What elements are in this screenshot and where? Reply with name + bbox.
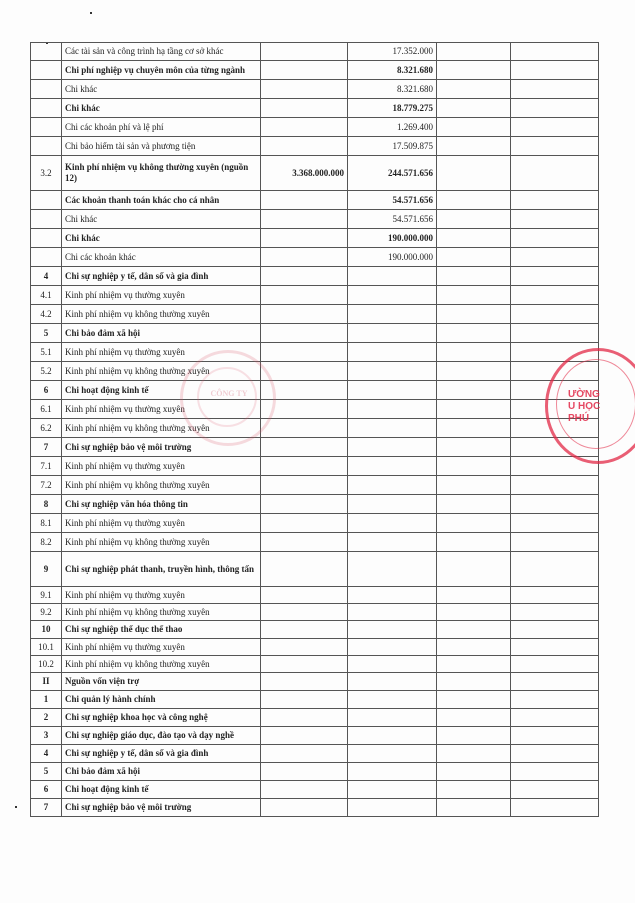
table-row bbox=[31, 533, 599, 552]
table-row bbox=[31, 43, 599, 61]
row-number: 3 bbox=[31, 727, 62, 745]
row-number: 6 bbox=[31, 781, 62, 799]
row-estimate-value bbox=[261, 400, 348, 419]
row-number: 5.2 bbox=[31, 362, 62, 381]
row-item-name: Kinh phí nhiệm vụ thường xuyên bbox=[62, 639, 261, 656]
row-number: 8 bbox=[31, 495, 62, 514]
row-number: 10 bbox=[31, 621, 62, 639]
row-number bbox=[31, 61, 62, 80]
row-item-name: Chi khác bbox=[62, 80, 261, 99]
table-row bbox=[31, 495, 599, 514]
row-item-name: Kinh phí nhiệm vụ không thường xuyên bbox=[62, 604, 261, 621]
table-row bbox=[31, 191, 599, 210]
row-item-name: Kinh phí nhiệm vụ không thường xuyên bbox=[62, 362, 261, 381]
row-actual-value: 54.571.656 bbox=[348, 191, 437, 210]
row-estimate-value bbox=[261, 381, 348, 400]
scan-mark bbox=[90, 12, 92, 14]
row-item-name: Các tài sản và công trình hạ tầng cơ sở khác bbox=[62, 43, 261, 61]
row-empty-cell bbox=[437, 248, 511, 267]
row-empty-cell bbox=[511, 229, 599, 248]
row-empty-cell bbox=[437, 191, 511, 210]
table-row bbox=[31, 763, 599, 781]
row-empty-cell bbox=[437, 604, 511, 621]
row-actual-value bbox=[348, 745, 437, 763]
row-actual-value bbox=[348, 457, 437, 476]
row-empty-cell bbox=[437, 80, 511, 99]
table-row bbox=[31, 80, 599, 99]
row-empty-cell bbox=[437, 709, 511, 727]
row-item-name: Kinh phí nhiệm vụ thường xuyên bbox=[62, 343, 261, 362]
row-empty-cell bbox=[437, 156, 511, 191]
row-empty-cell bbox=[437, 400, 511, 419]
row-number: 7 bbox=[31, 438, 62, 457]
row-item-name: Kinh phí nhiệm vụ thường xuyên bbox=[62, 587, 261, 604]
row-empty-cell bbox=[511, 457, 599, 476]
row-empty-cell bbox=[511, 80, 599, 99]
table-row bbox=[31, 156, 599, 191]
table-row bbox=[31, 305, 599, 324]
table-row bbox=[31, 799, 599, 817]
row-estimate-value bbox=[261, 476, 348, 495]
row-empty-cell bbox=[511, 438, 599, 457]
row-number: 8.2 bbox=[31, 533, 62, 552]
row-estimate-value bbox=[261, 324, 348, 343]
row-estimate-value bbox=[261, 639, 348, 656]
row-actual-value bbox=[348, 727, 437, 745]
row-empty-cell bbox=[511, 476, 599, 495]
row-estimate-value bbox=[261, 80, 348, 99]
row-item-name: Kinh phí nhiệm vụ thường xuyên bbox=[62, 400, 261, 419]
table-row bbox=[31, 137, 599, 156]
row-estimate-value bbox=[261, 656, 348, 673]
row-estimate-value bbox=[261, 745, 348, 763]
row-estimate-value bbox=[261, 343, 348, 362]
row-empty-cell bbox=[437, 419, 511, 438]
row-actual-value bbox=[348, 533, 437, 552]
row-estimate-value bbox=[261, 781, 348, 799]
row-number: 4.2 bbox=[31, 305, 62, 324]
row-item-name: Chi phí nghiệp vụ chuyên môn của từng ngành bbox=[62, 61, 261, 80]
row-empty-cell bbox=[511, 781, 599, 799]
row-actual-value: 8.321.680 bbox=[348, 80, 437, 99]
row-actual-value bbox=[348, 514, 437, 533]
row-item-name: Chi sự nghiệp thể dục thể thao bbox=[62, 621, 261, 639]
row-empty-cell bbox=[437, 438, 511, 457]
red-seal-line-3: PHÚ bbox=[568, 413, 590, 424]
row-empty-cell bbox=[511, 210, 599, 229]
row-item-name: Chi các khoản phí và lệ phí bbox=[62, 118, 261, 137]
row-item-name: Kinh phí nhiệm vụ thường xuyên bbox=[62, 514, 261, 533]
row-number: 6 bbox=[31, 381, 62, 400]
table-row bbox=[31, 621, 599, 639]
row-estimate-value bbox=[261, 691, 348, 709]
row-estimate-value bbox=[261, 495, 348, 514]
row-item-name: Nguồn vốn viện trợ bbox=[62, 673, 261, 691]
row-empty-cell bbox=[437, 587, 511, 604]
row-estimate-value bbox=[261, 673, 348, 691]
row-empty-cell bbox=[511, 745, 599, 763]
row-actual-value bbox=[348, 799, 437, 817]
row-empty-cell bbox=[437, 476, 511, 495]
row-empty-cell bbox=[511, 552, 599, 587]
row-empty-cell bbox=[437, 799, 511, 817]
row-actual-value: 244.571.656 bbox=[348, 156, 437, 191]
table-row bbox=[31, 457, 599, 476]
row-empty-cell bbox=[437, 495, 511, 514]
row-number: 9 bbox=[31, 552, 62, 587]
row-empty-cell bbox=[437, 343, 511, 362]
row-empty-cell bbox=[511, 137, 599, 156]
table-row bbox=[31, 419, 599, 438]
budget-table bbox=[30, 42, 599, 817]
table-row bbox=[31, 604, 599, 621]
row-actual-value bbox=[348, 286, 437, 305]
row-empty-cell bbox=[511, 99, 599, 118]
table-row bbox=[31, 400, 599, 419]
table-row bbox=[31, 656, 599, 673]
row-number: 4 bbox=[31, 267, 62, 286]
row-number: 6.2 bbox=[31, 419, 62, 438]
row-number: 7.1 bbox=[31, 457, 62, 476]
table-row bbox=[31, 229, 599, 248]
row-number: 8.1 bbox=[31, 514, 62, 533]
row-empty-cell bbox=[437, 552, 511, 587]
row-number bbox=[31, 43, 62, 61]
row-actual-value bbox=[348, 552, 437, 587]
row-estimate-value bbox=[261, 438, 348, 457]
row-empty-cell bbox=[511, 286, 599, 305]
row-empty-cell bbox=[437, 324, 511, 343]
row-item-name: Chi bảo đảm xã hội bbox=[62, 763, 261, 781]
row-item-name: Kinh phí nhiệm vụ không thường xuyên bbox=[62, 533, 261, 552]
row-empty-cell bbox=[437, 745, 511, 763]
table-row bbox=[31, 781, 599, 799]
row-item-name: Kinh phí nhiệm vụ không thường xuyên (nguồn 12) bbox=[62, 156, 261, 191]
row-estimate-value bbox=[261, 43, 348, 61]
row-empty-cell bbox=[437, 727, 511, 745]
table-row bbox=[31, 362, 599, 381]
row-number: 2 bbox=[31, 709, 62, 727]
row-item-name: Chi sự nghiệp giáo dục, đào tạo và dạy nghề bbox=[62, 727, 261, 745]
table-row bbox=[31, 691, 599, 709]
scan-mark bbox=[15, 806, 17, 808]
row-item-name: Kinh phí nhiệm vụ thường xuyên bbox=[62, 286, 261, 305]
row-estimate-value bbox=[261, 604, 348, 621]
table-row bbox=[31, 324, 599, 343]
table-row bbox=[31, 343, 599, 362]
row-estimate-value: 3.368.000.000 bbox=[261, 156, 348, 191]
row-number bbox=[31, 80, 62, 99]
table-row bbox=[31, 514, 599, 533]
row-actual-value: 8.321.680 bbox=[348, 61, 437, 80]
row-number: 3.2 bbox=[31, 156, 62, 191]
table-row bbox=[31, 61, 599, 80]
row-item-name: Chi sự nghiệp bảo vệ môi trường bbox=[62, 438, 261, 457]
row-empty-cell bbox=[511, 656, 599, 673]
row-number bbox=[31, 229, 62, 248]
row-empty-cell bbox=[437, 61, 511, 80]
row-empty-cell bbox=[511, 587, 599, 604]
row-empty-cell bbox=[511, 419, 599, 438]
row-empty-cell bbox=[437, 381, 511, 400]
row-actual-value bbox=[348, 691, 437, 709]
row-empty-cell bbox=[437, 763, 511, 781]
table-row bbox=[31, 118, 599, 137]
row-empty-cell bbox=[437, 118, 511, 137]
row-number bbox=[31, 99, 62, 118]
row-item-name: Chi hoạt động kinh tế bbox=[62, 381, 261, 400]
row-actual-value bbox=[348, 438, 437, 457]
row-item-name: Chi sự nghiệp y tế, dân số và gia đình bbox=[62, 267, 261, 286]
row-empty-cell bbox=[511, 673, 599, 691]
row-estimate-value bbox=[261, 286, 348, 305]
row-empty-cell bbox=[437, 621, 511, 639]
row-empty-cell bbox=[511, 118, 599, 137]
row-empty-cell bbox=[437, 457, 511, 476]
row-empty-cell bbox=[437, 533, 511, 552]
table-row bbox=[31, 727, 599, 745]
faded-stamp-text: CÔNG TY bbox=[210, 389, 248, 398]
row-number: 6.1 bbox=[31, 400, 62, 419]
row-empty-cell bbox=[511, 305, 599, 324]
row-item-name: Kinh phí nhiệm vụ không thường xuyên bbox=[62, 476, 261, 495]
table-row bbox=[31, 639, 599, 656]
row-empty-cell bbox=[437, 514, 511, 533]
row-estimate-value bbox=[261, 191, 348, 210]
row-estimate-value bbox=[261, 305, 348, 324]
row-empty-cell bbox=[437, 267, 511, 286]
row-actual-value: 1.269.400 bbox=[348, 118, 437, 137]
row-empty-cell bbox=[511, 343, 599, 362]
row-item-name: Chi sự nghiệp khoa học và công nghệ bbox=[62, 709, 261, 727]
row-item-name: Chi khác bbox=[62, 229, 261, 248]
row-empty-cell bbox=[437, 99, 511, 118]
row-estimate-value bbox=[261, 267, 348, 286]
row-actual-value bbox=[348, 673, 437, 691]
row-empty-cell bbox=[437, 781, 511, 799]
row-actual-value: 54.571.656 bbox=[348, 210, 437, 229]
row-actual-value bbox=[348, 305, 437, 324]
row-actual-value: 17.352.000 bbox=[348, 43, 437, 61]
row-item-name: Chi hoạt động kinh tế bbox=[62, 781, 261, 799]
row-item-name: Kinh phí nhiệm vụ thường xuyên bbox=[62, 457, 261, 476]
row-number bbox=[31, 248, 62, 267]
row-estimate-value bbox=[261, 533, 348, 552]
row-estimate-value bbox=[261, 61, 348, 80]
row-empty-cell bbox=[437, 43, 511, 61]
row-number: 9.1 bbox=[31, 587, 62, 604]
row-empty-cell bbox=[511, 362, 599, 381]
row-estimate-value bbox=[261, 419, 348, 438]
row-estimate-value bbox=[261, 727, 348, 745]
row-estimate-value bbox=[261, 248, 348, 267]
row-estimate-value bbox=[261, 621, 348, 639]
row-number: 10.1 bbox=[31, 639, 62, 656]
row-estimate-value bbox=[261, 210, 348, 229]
row-empty-cell bbox=[437, 286, 511, 305]
row-empty-cell bbox=[511, 691, 599, 709]
row-number bbox=[31, 210, 62, 229]
row-estimate-value bbox=[261, 229, 348, 248]
row-item-name: Chi sự nghiệp bảo vệ môi trường bbox=[62, 799, 261, 817]
row-estimate-value bbox=[261, 99, 348, 118]
row-number: 10.2 bbox=[31, 656, 62, 673]
row-actual-value: 18.779.275 bbox=[348, 99, 437, 118]
row-estimate-value bbox=[261, 457, 348, 476]
row-item-name: Kinh phí nhiệm vụ không thường xuyên bbox=[62, 419, 261, 438]
row-item-name: Chi các khoản khác bbox=[62, 248, 261, 267]
row-empty-cell bbox=[437, 656, 511, 673]
table-row bbox=[31, 267, 599, 286]
row-actual-value bbox=[348, 781, 437, 799]
row-empty-cell bbox=[511, 43, 599, 61]
row-number: II bbox=[31, 673, 62, 691]
row-item-name: Chi sự nghiệp phát thanh, truyền hình, thông tấn bbox=[62, 552, 261, 587]
row-estimate-value bbox=[261, 514, 348, 533]
row-number bbox=[31, 191, 62, 210]
table-row bbox=[31, 709, 599, 727]
row-empty-cell bbox=[437, 362, 511, 381]
table-row bbox=[31, 552, 599, 587]
row-number bbox=[31, 118, 62, 137]
row-actual-value bbox=[348, 267, 437, 286]
row-empty-cell bbox=[437, 673, 511, 691]
row-empty-cell bbox=[511, 248, 599, 267]
row-empty-cell bbox=[511, 799, 599, 817]
row-number: 4.1 bbox=[31, 286, 62, 305]
row-actual-value bbox=[348, 709, 437, 727]
row-item-name: Chi bảo hiểm tài sản và phương tiện bbox=[62, 137, 261, 156]
row-estimate-value bbox=[261, 709, 348, 727]
row-number: 4 bbox=[31, 745, 62, 763]
row-item-name: Chi quản lý hành chính bbox=[62, 691, 261, 709]
row-actual-value bbox=[348, 419, 437, 438]
table-row bbox=[31, 99, 599, 118]
row-actual-value bbox=[348, 381, 437, 400]
row-empty-cell bbox=[511, 604, 599, 621]
red-seal-line-1: ƯỜNG bbox=[568, 389, 600, 400]
row-item-name: Chi sự nghiệp y tế, dân số và gia đình bbox=[62, 745, 261, 763]
row-empty-cell bbox=[511, 727, 599, 745]
table-row bbox=[31, 248, 599, 267]
row-empty-cell bbox=[511, 400, 599, 419]
row-empty-cell bbox=[437, 229, 511, 248]
budget-table-body bbox=[31, 43, 599, 817]
row-item-name: Kinh phí nhiệm vụ không thường xuyên bbox=[62, 305, 261, 324]
table-row bbox=[31, 438, 599, 457]
red-seal-line-2: U HỌC bbox=[568, 401, 601, 412]
row-item-name: Chi bảo đảm xã hội bbox=[62, 324, 261, 343]
table-row bbox=[31, 476, 599, 495]
row-estimate-value bbox=[261, 137, 348, 156]
row-actual-value bbox=[348, 656, 437, 673]
row-estimate-value bbox=[261, 763, 348, 781]
row-empty-cell bbox=[511, 533, 599, 552]
table-row bbox=[31, 381, 599, 400]
row-estimate-value bbox=[261, 587, 348, 604]
row-number: 1 bbox=[31, 691, 62, 709]
row-estimate-value bbox=[261, 362, 348, 381]
row-actual-value bbox=[348, 763, 437, 781]
row-actual-value bbox=[348, 324, 437, 343]
table-row bbox=[31, 673, 599, 691]
row-estimate-value bbox=[261, 118, 348, 137]
row-item-name: Chi sự nghiệp văn hóa thông tin bbox=[62, 495, 261, 514]
row-empty-cell bbox=[511, 156, 599, 191]
row-item-name: Các khoản thanh toán khác cho cá nhân bbox=[62, 191, 261, 210]
row-actual-value: 17.509.875 bbox=[348, 137, 437, 156]
row-empty-cell bbox=[511, 324, 599, 343]
row-empty-cell bbox=[511, 495, 599, 514]
row-estimate-value bbox=[261, 799, 348, 817]
table-row bbox=[31, 210, 599, 229]
row-empty-cell bbox=[511, 61, 599, 80]
table-row bbox=[31, 745, 599, 763]
row-actual-value bbox=[348, 362, 437, 381]
row-item-name: Kinh phí nhiệm vụ không thường xuyên bbox=[62, 656, 261, 673]
table-row bbox=[31, 286, 599, 305]
row-number: 5 bbox=[31, 763, 62, 781]
row-item-name: Chi khác bbox=[62, 99, 261, 118]
row-empty-cell bbox=[437, 305, 511, 324]
row-actual-value bbox=[348, 400, 437, 419]
row-number: 5.1 bbox=[31, 343, 62, 362]
row-empty-cell bbox=[437, 137, 511, 156]
row-empty-cell bbox=[511, 763, 599, 781]
row-actual-value bbox=[348, 476, 437, 495]
row-empty-cell bbox=[437, 691, 511, 709]
row-empty-cell bbox=[511, 514, 599, 533]
row-number: 7 bbox=[31, 799, 62, 817]
row-empty-cell bbox=[437, 210, 511, 229]
row-empty-cell bbox=[511, 381, 599, 400]
row-empty-cell bbox=[511, 621, 599, 639]
row-number: 7.2 bbox=[31, 476, 62, 495]
row-actual-value bbox=[348, 639, 437, 656]
row-item-name: Chi khác bbox=[62, 210, 261, 229]
row-actual-value bbox=[348, 343, 437, 362]
table-row bbox=[31, 587, 599, 604]
row-actual-value: 190.000.000 bbox=[348, 229, 437, 248]
row-actual-value: 190.000.000 bbox=[348, 248, 437, 267]
row-number: 9.2 bbox=[31, 604, 62, 621]
row-empty-cell bbox=[511, 191, 599, 210]
row-empty-cell bbox=[437, 639, 511, 656]
row-empty-cell bbox=[511, 639, 599, 656]
row-empty-cell bbox=[511, 267, 599, 286]
row-empty-cell bbox=[511, 709, 599, 727]
row-estimate-value bbox=[261, 552, 348, 587]
row-actual-value bbox=[348, 587, 437, 604]
row-actual-value bbox=[348, 604, 437, 621]
row-number: 5 bbox=[31, 324, 62, 343]
row-actual-value bbox=[348, 621, 437, 639]
row-actual-value bbox=[348, 495, 437, 514]
row-number bbox=[31, 137, 62, 156]
